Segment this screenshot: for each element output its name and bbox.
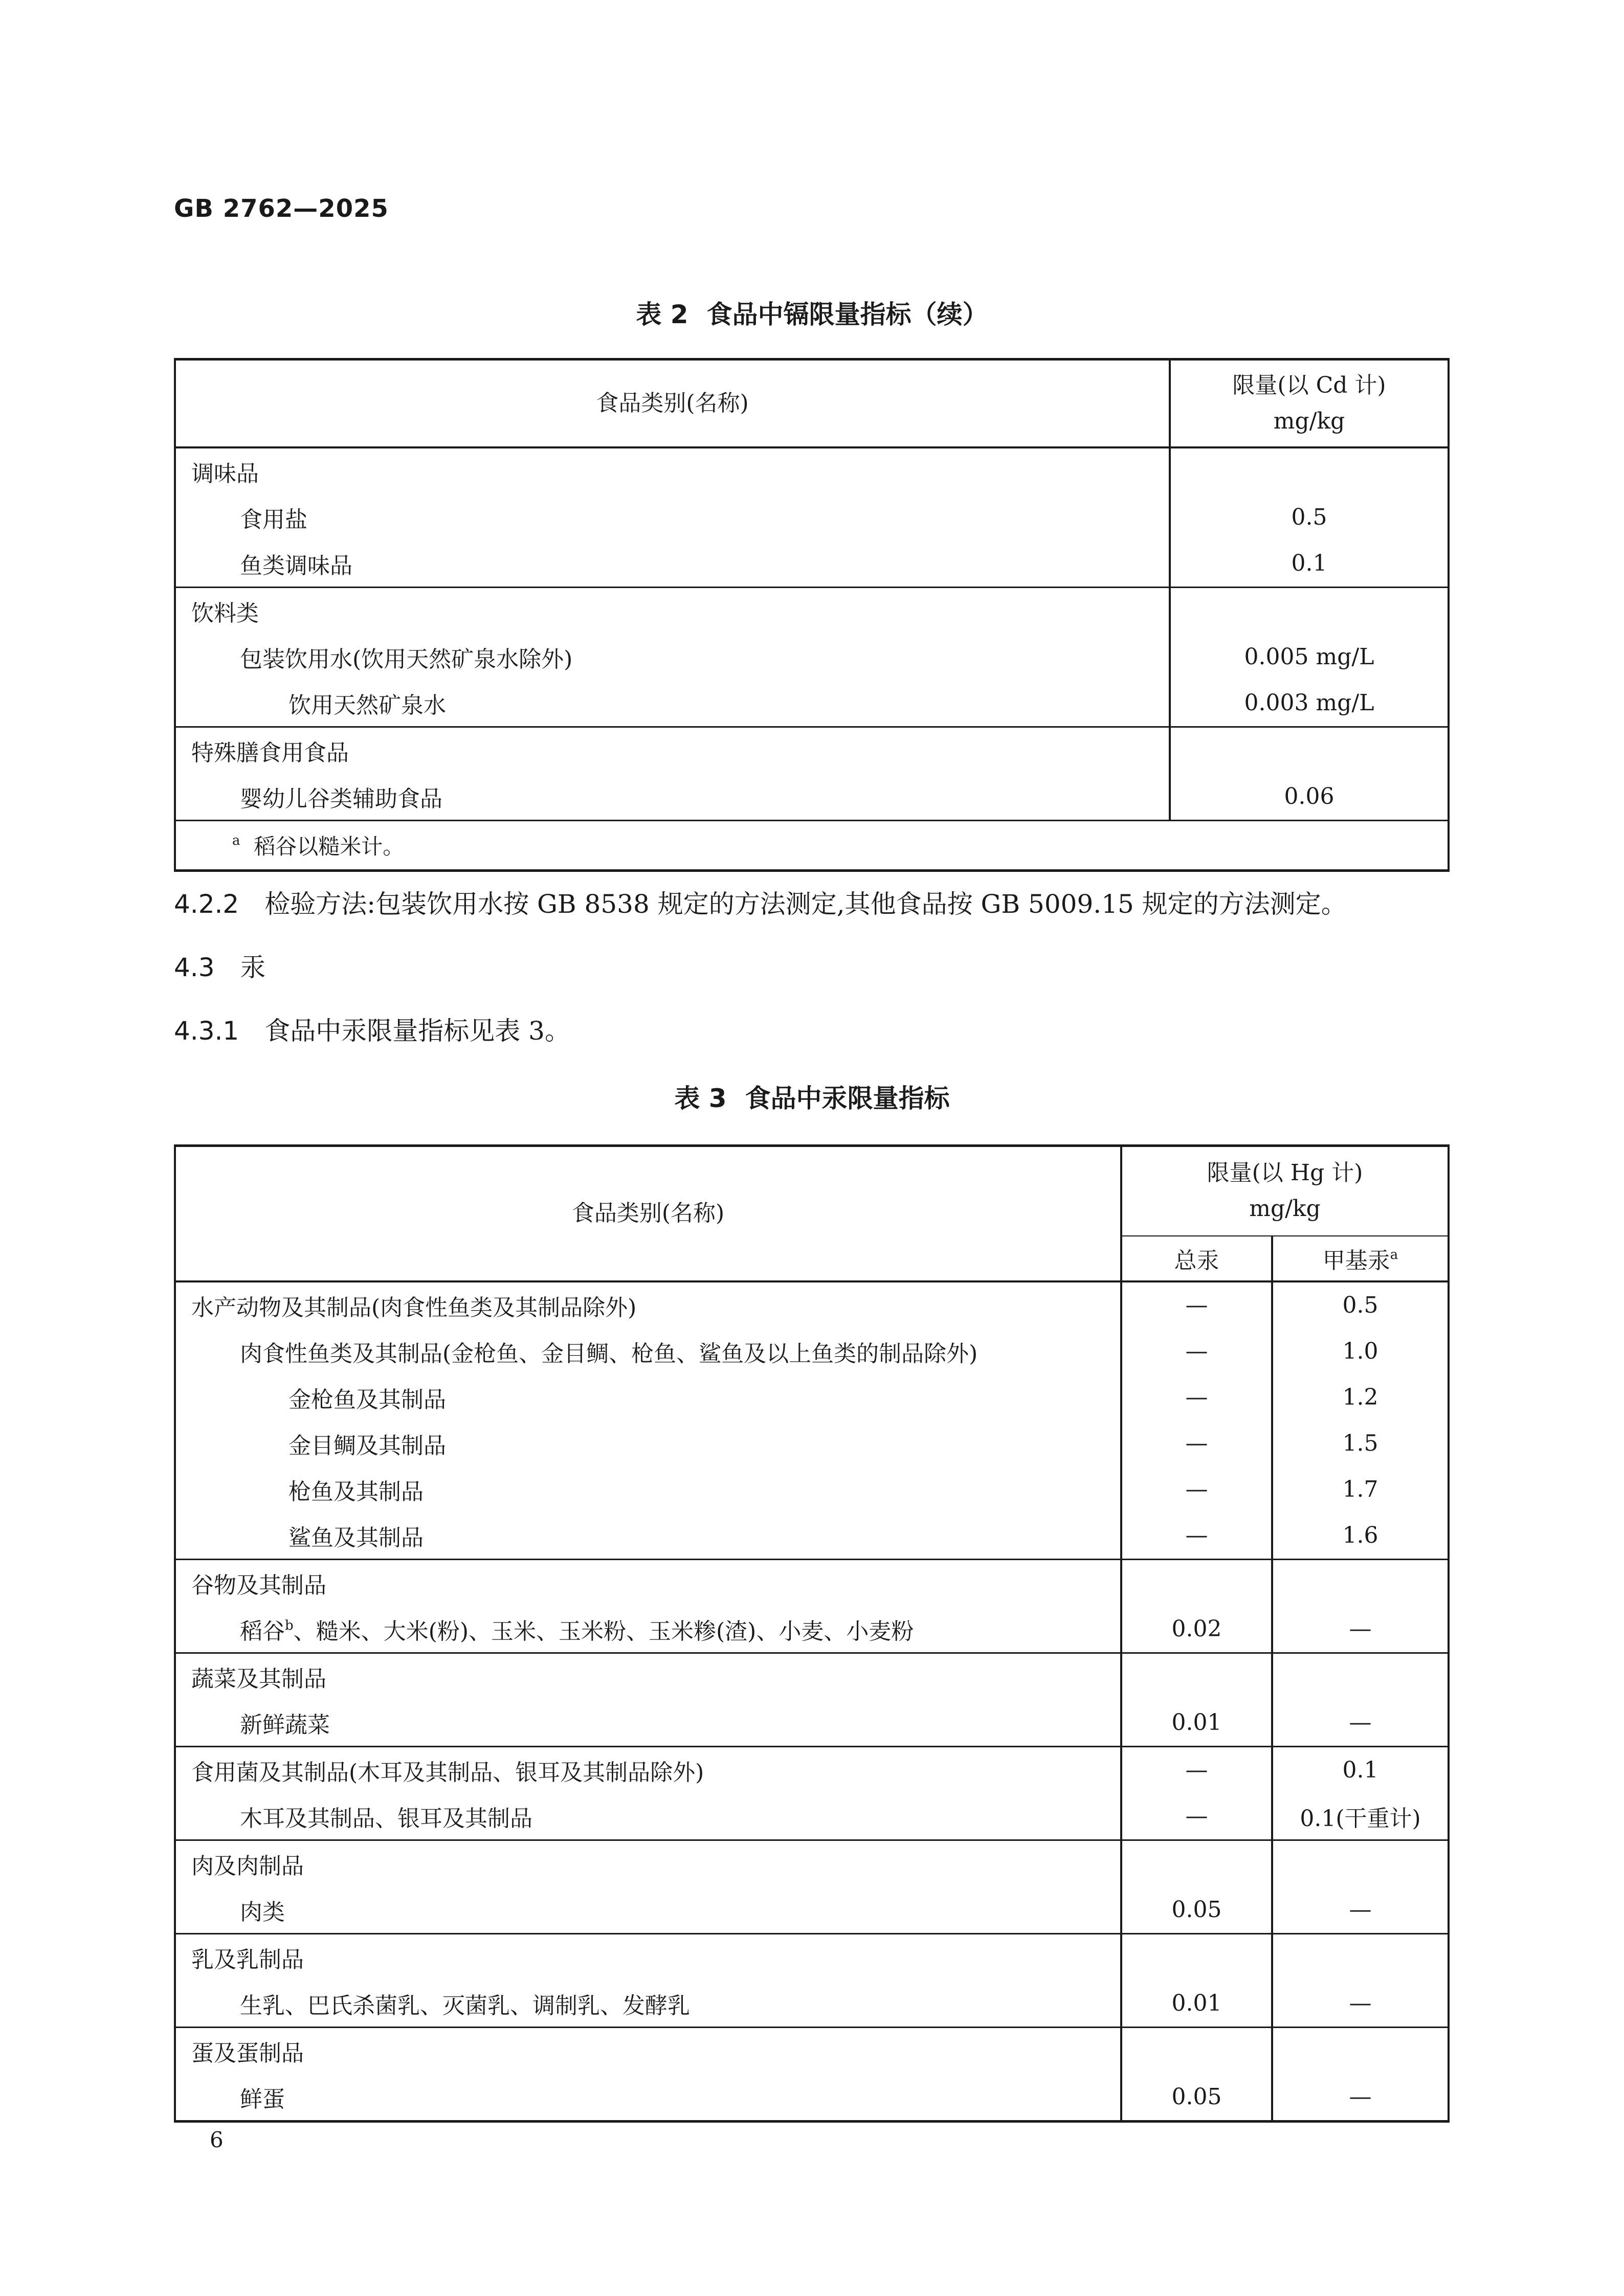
table2-header-limit-line2: mg/kg — [1273, 408, 1345, 434]
total-mercury-value — [1121, 1840, 1272, 1887]
category-name-start: 稻谷 — [240, 1618, 285, 1645]
category-name: 乳及乳制品 — [175, 1933, 1121, 1980]
methylmercury-value: — — [1272, 2074, 1449, 2122]
category-name: 鲜蛋 — [175, 2074, 1121, 2122]
table-row — [175, 494, 1449, 541]
methylmercury-value — [1272, 2027, 1449, 2074]
category-name: 肉类 — [175, 1887, 1121, 1934]
methylmercury-value — [1272, 1840, 1449, 1887]
methylmercury-value: 0.1 — [1272, 1746, 1449, 1793]
total-mercury-value: — — [1121, 1793, 1272, 1840]
methylmercury-value: — — [1272, 1980, 1449, 2028]
total-mercury-value — [1121, 1559, 1272, 1606]
limit-value: 0.06 — [1170, 774, 1449, 821]
table3-caption-title: 食品中汞限量指标 — [745, 1084, 950, 1113]
total-mercury-value: — — [1121, 1513, 1272, 1560]
clause-number: 4.3.1 — [174, 1016, 239, 1046]
table3-header-methyl — [1272, 1236, 1449, 1281]
total-mercury-value: — — [1121, 1421, 1272, 1467]
category-name: 金目鲷及其制品 — [175, 1421, 1121, 1467]
category-name: 包装饮用水(饮用天然矿泉水除外) — [175, 634, 1170, 680]
methylmercury-value: 0.5 — [1272, 1281, 1449, 1329]
page-number: 6 — [210, 2127, 224, 2152]
table-row — [175, 1980, 1449, 2028]
table-row — [175, 1559, 1449, 1606]
table-row — [175, 1375, 1449, 1421]
category-name: 食用盐 — [175, 494, 1170, 541]
table3-header-category: 食品类别(名称) — [175, 1146, 1121, 1281]
methylmercury-value: 0.1(干重计) — [1272, 1793, 1449, 1840]
total-mercury-value: — — [1121, 1746, 1272, 1793]
limit-value: 0.1 — [1170, 541, 1449, 588]
total-mercury-value: — — [1121, 1281, 1272, 1329]
limit-value — [1170, 727, 1449, 774]
table3-body — [175, 1281, 1449, 2122]
clause-4-3 — [174, 947, 266, 984]
table-row — [175, 1281, 1449, 1329]
table-row — [175, 1840, 1449, 1887]
table2-body — [175, 447, 1449, 871]
header-methyl-label: 甲基汞 — [1322, 1247, 1390, 1274]
table-row — [175, 727, 1449, 774]
category-name: 鲨鱼及其制品 — [175, 1513, 1121, 1560]
table-row — [175, 774, 1449, 821]
limit-value — [1170, 587, 1449, 634]
table-row — [175, 2027, 1449, 2074]
table2-caption — [0, 294, 1624, 331]
table-row — [175, 1793, 1449, 1840]
methylmercury-value: 1.7 — [1272, 1467, 1449, 1513]
table-row — [175, 1700, 1449, 1747]
table-row — [175, 541, 1449, 588]
table3-header-total: 总汞 — [1121, 1236, 1272, 1281]
category-name: 新鲜蔬菜 — [175, 1700, 1121, 1747]
table-row — [175, 634, 1449, 680]
methylmercury-value — [1272, 1653, 1449, 1700]
table3-header-limit — [1121, 1146, 1449, 1236]
standard-code: GB 2762—2025 — [174, 194, 389, 223]
category-name: 蛋及蛋制品 — [175, 2027, 1121, 2074]
table2-footnote-row — [175, 820, 1449, 870]
methylmercury-value: 1.2 — [1272, 1375, 1449, 1421]
table2-header-category: 食品类别(名称) — [175, 359, 1170, 447]
table-row — [175, 1887, 1449, 1934]
total-mercury-value: — — [1121, 1375, 1272, 1421]
total-mercury-value — [1121, 2027, 1272, 2074]
table-row — [175, 1329, 1449, 1375]
limit-value: 0.003 mg/L — [1170, 680, 1449, 727]
footnote-text: 稻谷以糙米计。 — [254, 834, 405, 859]
category-name: 木耳及其制品、银耳及其制品 — [175, 1793, 1121, 1840]
category-name: 水产动物及其制品(肉食性鱼类及其制品除外) — [175, 1281, 1121, 1329]
limit-value: 0.005 mg/L — [1170, 634, 1449, 680]
category-name: 生乳、巴氏杀菌乳、灭菌乳、调制乳、发酵乳 — [175, 1980, 1121, 2028]
table-row — [175, 1513, 1449, 1560]
clause-text: 食品中汞限量指标见表 3。 — [264, 1016, 570, 1046]
clause-number: 4.3 — [174, 953, 215, 982]
category-name: 金枪鱼及其制品 — [175, 1375, 1121, 1421]
methylmercury-value: 1.5 — [1272, 1421, 1449, 1467]
table2-header-limit — [1170, 359, 1449, 447]
category-name: 婴幼儿谷类辅助食品 — [175, 774, 1170, 821]
table-row — [175, 680, 1449, 727]
total-mercury-value: 0.01 — [1121, 1980, 1272, 2028]
table3-caption-number: 表 3 — [674, 1084, 727, 1113]
methylmercury-value: — — [1272, 1606, 1449, 1653]
table3-caption — [0, 1078, 1624, 1115]
total-mercury-value: 0.05 — [1121, 1887, 1272, 1934]
table-row — [175, 1746, 1449, 1793]
category-name: 食用菌及其制品(木耳及其制品、银耳及其制品除外) — [175, 1746, 1121, 1793]
clause-text: 汞 — [240, 953, 266, 982]
limit-value: 0.5 — [1170, 494, 1449, 541]
category-name: 蔬菜及其制品 — [175, 1653, 1121, 1700]
category-name: 肉及肉制品 — [175, 1840, 1121, 1887]
category-name: 饮料类 — [175, 587, 1170, 634]
category-name: 调味品 — [175, 447, 1170, 494]
table2-header-limit-line1: 限量(以 Cd 计) — [1232, 372, 1386, 398]
clause-number: 4.2.2 — [174, 889, 239, 919]
category-name-rest: 、糙米、大米(粉)、玉米、玉米粉、玉米糁(渣)、小麦、小麦粉 — [293, 1618, 914, 1645]
table2-caption-number: 表 2 — [636, 300, 688, 329]
category-name — [175, 1606, 1121, 1653]
table-row — [175, 1467, 1449, 1513]
methylmercury-value — [1272, 1933, 1449, 1980]
table-row — [175, 1933, 1449, 1980]
total-mercury-value — [1121, 1653, 1272, 1700]
category-name: 谷物及其制品 — [175, 1559, 1121, 1606]
table-row — [175, 2074, 1449, 2122]
methylmercury-value: 1.6 — [1272, 1513, 1449, 1560]
table2-footnote — [175, 820, 1449, 870]
total-mercury-value: 0.05 — [1121, 2074, 1272, 2122]
methylmercury-value: 1.0 — [1272, 1329, 1449, 1375]
table3 — [174, 1144, 1450, 2123]
category-name: 鱼类调味品 — [175, 541, 1170, 588]
total-mercury-value — [1121, 1933, 1272, 1980]
footnote-mark: a — [232, 832, 240, 848]
methylmercury-value: — — [1272, 1887, 1449, 1934]
table2 — [174, 358, 1450, 872]
methylmercury-value: — — [1272, 1700, 1449, 1747]
total-mercury-value: — — [1121, 1329, 1272, 1375]
clause-4-3-1 — [174, 1010, 570, 1047]
header-methyl-mark: a — [1390, 1247, 1398, 1263]
category-name: 特殊膳食用食品 — [175, 727, 1170, 774]
category-name: 枪鱼及其制品 — [175, 1467, 1121, 1513]
table3-header-limit-line1: 限量(以 Hg 计) — [1207, 1160, 1363, 1186]
methylmercury-value — [1272, 1559, 1449, 1606]
total-mercury-value: 0.01 — [1121, 1700, 1272, 1747]
table-row — [175, 1653, 1449, 1700]
table2-caption-title: 食品中镉限量指标（续） — [706, 300, 988, 329]
limit-value — [1170, 447, 1449, 494]
table-row — [175, 587, 1449, 634]
clause-text: 检验方法:包装饮用水按 GB 8538 规定的方法测定,其他食品按 GB 5009.15 规定的方法测定。 — [264, 889, 1347, 919]
table-row — [175, 447, 1449, 494]
total-mercury-value: 0.02 — [1121, 1606, 1272, 1653]
category-name: 饮用天然矿泉水 — [175, 680, 1170, 727]
category-name: 肉食性鱼类及其制品(金枪鱼、金目鲷、枪鱼、鲨鱼及以上鱼类的制品除外) — [175, 1329, 1121, 1375]
total-mercury-value: — — [1121, 1467, 1272, 1513]
table-row — [175, 1421, 1449, 1467]
table-row — [175, 1606, 1449, 1653]
footnote-mark: b — [285, 1617, 294, 1633]
table3-header-limit-line2: mg/kg — [1249, 1196, 1321, 1222]
clause-4-2-2 — [174, 884, 1347, 920]
